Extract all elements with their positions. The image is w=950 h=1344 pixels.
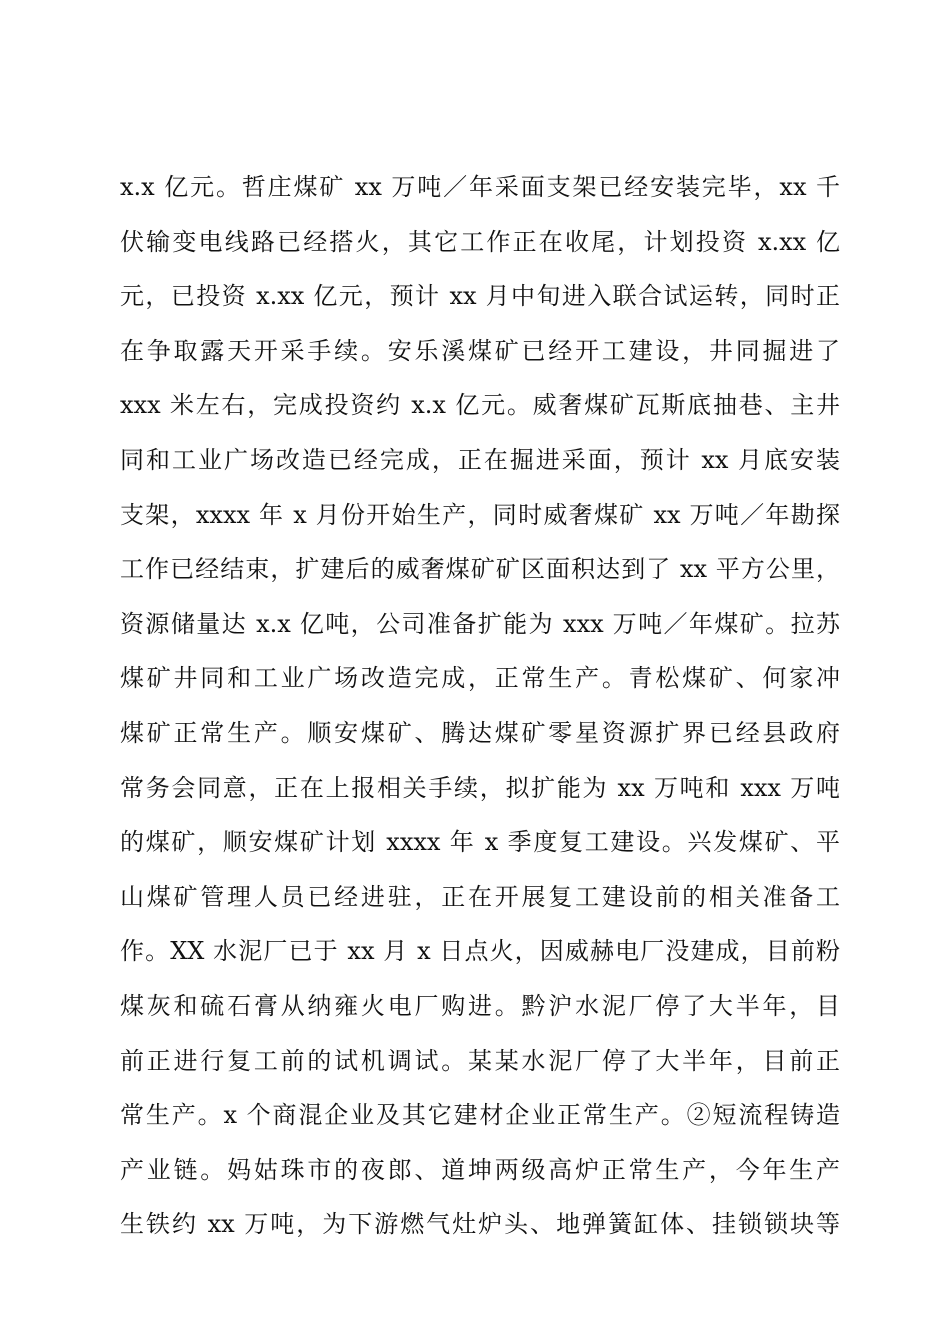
- text-line: 同和工业广场改造已经完成，正在掘进采面，预计 xx 月底安装: [120, 445, 840, 474]
- text-line: 生铁约 xx 万吨，为下游燃气灶炉头、地弹簧缸体、挂锁锁块等: [120, 1210, 840, 1239]
- text-line: 资源储量达 x.x 亿吨，公司准备扩能为 xxx 万吨／年煤矿。拉苏: [120, 609, 840, 638]
- text-line: 元，已投资 x.xx 亿元，预计 xx 月中旬进入联合试运转，同时正: [120, 282, 840, 311]
- text-line: 山煤矿管理人员已经进驻，正在开展复工建设前的相关准备工: [120, 882, 840, 911]
- text-line: 常生产。x 个商混企业及其它建材企业正常生产。②短流程铸造: [120, 1101, 840, 1130]
- text-line: 煤矿井同和工业广场改造完成，正常生产。青松煤矿、何家冲: [120, 664, 840, 693]
- text-line: 产业链。妈姑珠市的夜郎、道坤两级高炉正常生产，今年生产: [120, 1155, 840, 1184]
- text-line: 前正进行复工前的试机调试。某某水泥厂停了大半年，目前正: [120, 1046, 840, 1075]
- text-line: 煤灰和硫石膏从纳雍火电厂购进。黔沪水泥厂停了大半年，目: [120, 991, 840, 1020]
- body-text: [120, 160, 840, 1252]
- text-line: 的煤矿，顺安煤矿计划 xxxx 年 x 季度复工建设。兴发煤矿、平: [120, 828, 840, 857]
- text-line: 工作已经结束，扩建后的威奢煤矿矿区面积达到了 xx 平方公里，: [120, 555, 840, 584]
- text-line: 常务会同意，正在上报相关手续，拟扩能为 xx 万吨和 xxx 万吨: [120, 773, 840, 802]
- text-line: 支架，xxxx 年 x 月份开始生产，同时威奢煤矿 xx 万吨／年勘探: [120, 500, 840, 529]
- text-line: xxx 米左右，完成投资约 x.x 亿元。威奢煤矿瓦斯底抽巷、主井: [120, 391, 840, 420]
- text-line: 伏输变电线路已经搭火，其它工作正在收尾，计划投资 x.xx 亿: [120, 227, 840, 256]
- text-line: 在争取露天开采手续。安乐溪煤矿已经开工建设，井同掘进了: [120, 336, 840, 365]
- text-line: 煤矿正常生产。顺安煤矿、腾达煤矿零星资源扩界已经县政府: [120, 718, 840, 747]
- text-line: 作。XX 水泥厂已于 xx 月 x 日点火，因威赫电厂没建成，目前粉: [120, 937, 840, 966]
- text-line: x.x 亿元。哲庄煤矿 xx 万吨／年采面支架已经安装完毕，xx 千: [120, 173, 840, 201]
